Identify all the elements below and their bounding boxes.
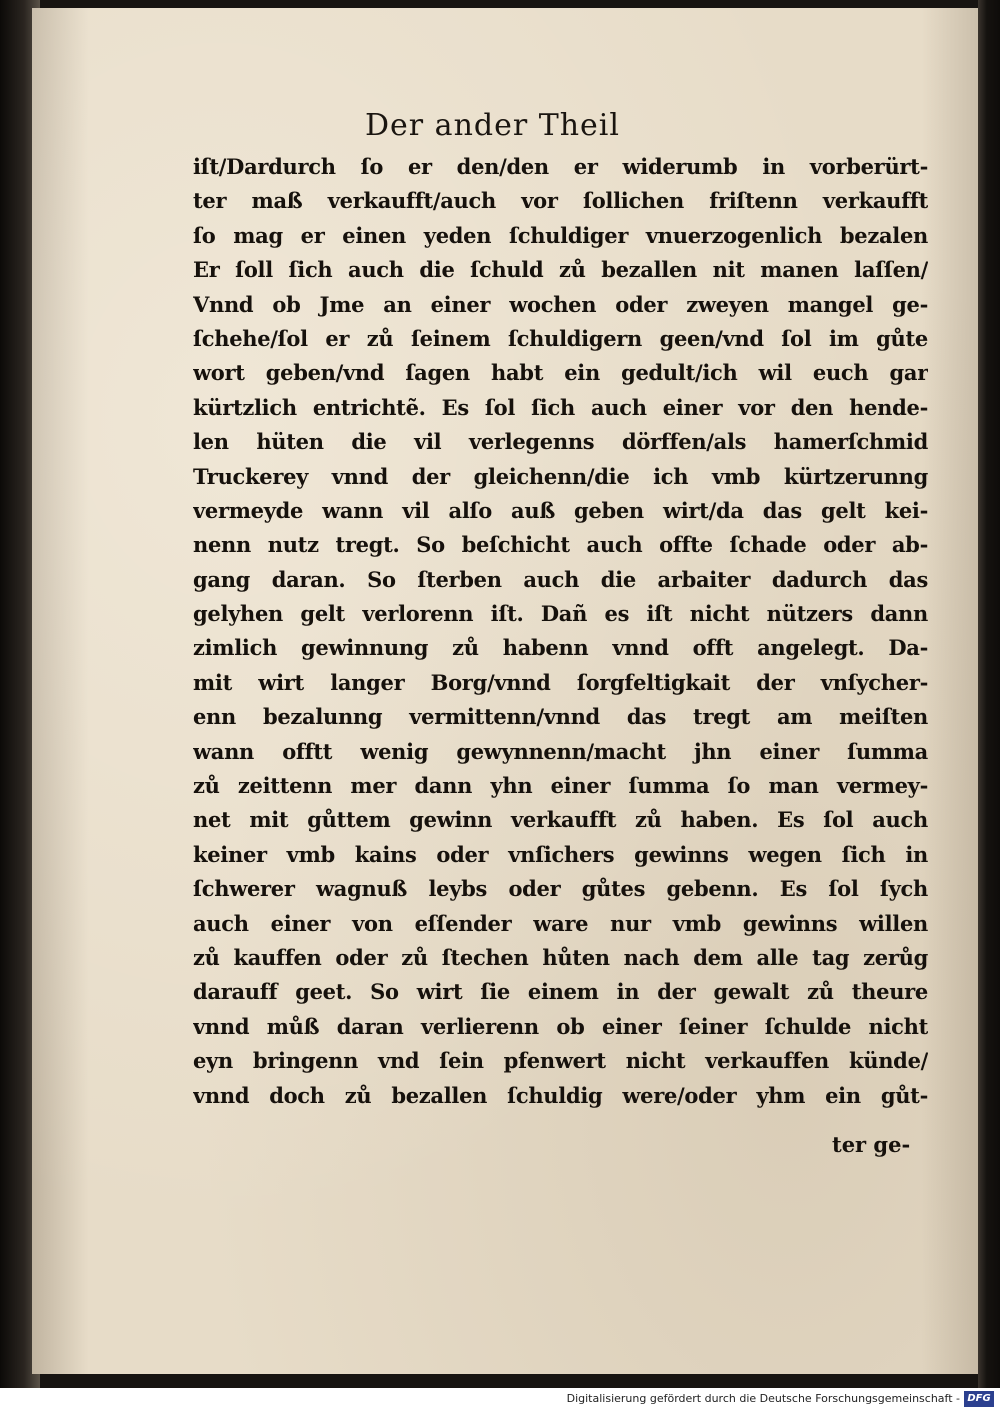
text-line: zimlich gewinnung zů habenn vnnd offt angelegt. Da- [193,635,928,661]
text-line: Vnnd ob Jme an einer wochen oder zweyen mangel ge- [193,291,928,317]
text-line: Er ſoll ſich auch die ſchuld zů bezallen nit manen laſſen/ [193,257,928,283]
text-line: zů zeittenn mer dann yhn einer ſumma ſo man vermey- [193,773,928,799]
text-line: iſt/Dardurch ſo er den/den er widerumb in vorberürt- [193,154,928,179]
footer-bar [0,1388,1000,1411]
text-line: vnnd můß daran verlierenn ob einer ſeiner ſchulde nicht [193,1013,928,1039]
text-line: enn bezalunng vermittenn/vnnd das tregt am meiſten [193,704,928,730]
text-line: mit wirt langer Borg/vnnd ſorgfeltigkait der vnſycher- [193,669,928,695]
text-line: gang daran. So ſterben auch die arbaiter dadurch das [193,566,928,592]
text-line: nenn nutz tregt. So beſchicht auch offte ſchade oder ab- [193,532,928,558]
body-text [193,150,928,1113]
text-line: ſchwerer wagnuß leybs oder gůtes gebenn. Es ſol ſych [193,876,928,902]
text-line: eyn bringenn vnd ſein pfenwert nicht verkauffen künde/ [193,1048,928,1074]
text-line: zů kauffen oder zů ſtechen hůten nach dem alle tag zerůg [193,944,928,970]
text-line: wann offtt wenig gewynnenn/macht jhn einer ſumma [193,738,928,764]
text-line: ſchehe/ſol er zů ſeinem ſchuldigern geen/vnd ſol im gůte [193,325,928,351]
text-line: len hüten die vil verlegenns dörffen/als hamerſchmid [193,429,928,455]
text-line: ſo mag er einen yeden ſchuldiger vnuerzogenlich bezalen [193,222,928,248]
text-line: vermeyde wann vil alſo auß geben wirt/da das gelt kei- [193,497,928,523]
dfg-logo: DFG [964,1391,994,1407]
catchword: ter ge- [832,1132,911,1157]
page-edge [978,0,1000,1388]
text-line: wort geben/vnd ſagen habt ein gedult/ich wil euch gar [193,360,928,386]
text-line: keiner vmb kains oder vnſichers gewinns wegen ſich in [193,841,928,867]
funding-credit: Digitalisierung gefördert durch die Deutsche Forschungsgemeinschaft - [566,1392,960,1405]
text-line: darauff geet. So wirt ſie einem in der gewalt zů theure [193,979,928,1005]
text-line: auch einer von eſſender ware nur vmb gewinns willen [193,910,928,936]
text-line: vnnd doch zů bezallen ſchuldig were/oder yhm ein gůt- [193,1082,928,1108]
text-line: ter maß verkaufft/auch vor ſollichen friſtenn verkaufft [193,188,928,214]
text-line: gelyhen gelt verlorenn iſt. Dañ es iſt nicht nützers dann [193,601,928,627]
running-head: Der ander Theil [365,108,620,143]
text-line: Truckerey vnnd der gleichenn/die ich vmb kürtzerunng [193,463,928,489]
text-line: kürtzlich entrichtẽ. Es ſol ſich auch einer vor den hende- [193,394,928,420]
text-line: net mit gůttem gewinn verkaufft zů haben. Es ſol auch [193,807,928,833]
